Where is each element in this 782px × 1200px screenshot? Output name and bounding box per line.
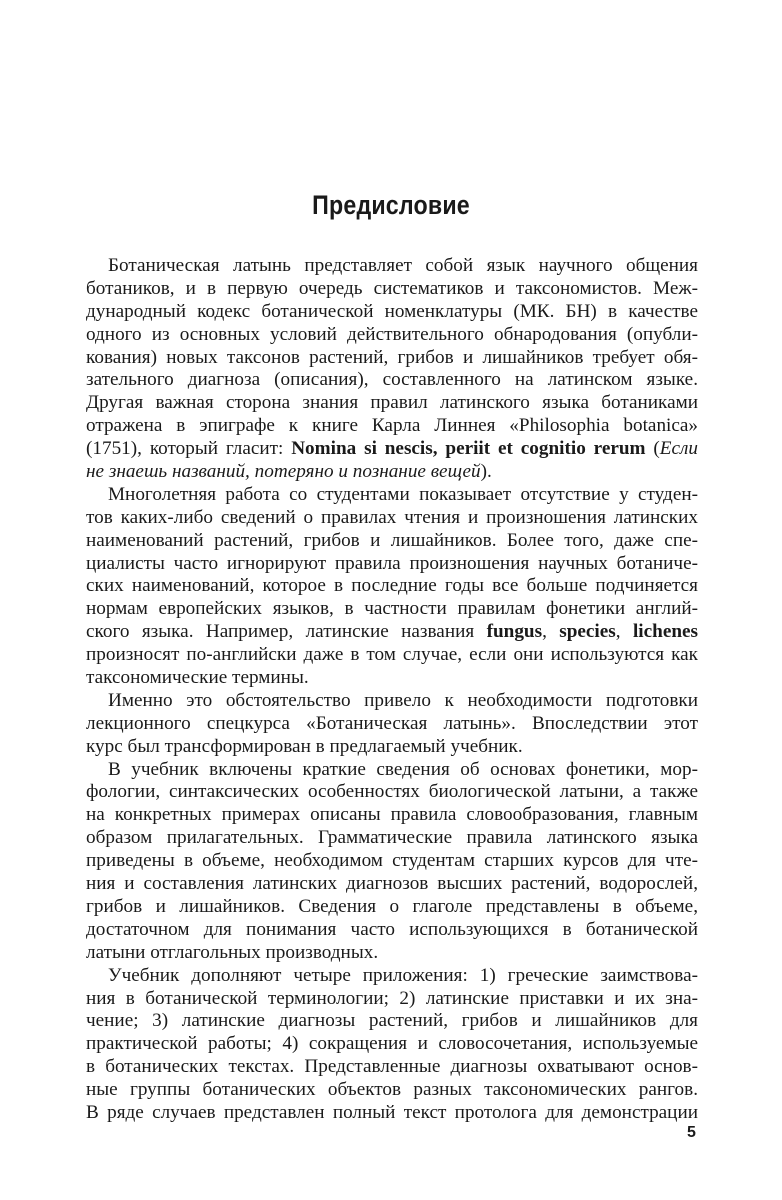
latin-term: fungus — [486, 621, 543, 643]
latin-epigraph: Nomina si nescis, periit et cognitio rerum — [291, 438, 646, 460]
paragraph-3 — [86, 690, 698, 759]
text-line: ные группы ботанических объектов разных таксономических рангов. — [86, 1079, 698, 1101]
text-line — [86, 438, 698, 461]
paragraph-5 — [86, 965, 698, 1125]
epigraph-translation: Если — [659, 438, 698, 460]
text-line: таксономические термины. — [86, 667, 309, 689]
text-segment: ). — [480, 461, 492, 483]
text-line: практической работы; 4) сокращения и словосочетания, используемые — [86, 1033, 698, 1055]
text-line — [86, 461, 698, 484]
text-line: Многолетняя работа со студентами показывает отсутствие у студен- — [108, 483, 698, 505]
text-line: произносят по-английски даже в том случае, если они используются как — [86, 644, 698, 666]
text-line: образом прилагательных. Грамматические правила латинского языка — [86, 827, 698, 849]
text-line: Другая важная сторона знания правил латинского языка ботаниками — [86, 392, 698, 414]
text-segment: (1751), который гласит: — [86, 438, 292, 460]
text-line: приведены в объеме, необходимом студентам старших курсов для чте- — [86, 850, 698, 872]
text-segment: , — [615, 621, 633, 643]
text-segment: , — [542, 621, 560, 643]
text-line: ния в ботанической терминологии; 2) латинские приставки и их зна- — [86, 987, 698, 1009]
page-title: Предисловие — [312, 190, 470, 220]
text-line: ских наименований, которое в последние годы все больше подчиняется — [86, 575, 698, 597]
latin-term: species — [559, 621, 616, 643]
latin-term: lichenes — [632, 621, 698, 643]
paragraph-1 — [86, 255, 698, 484]
text-line: курс был трансформирован в предлагаемый учебник. — [86, 735, 523, 757]
text-line: Ботаническая латынь представляет собой язык научного общения — [108, 255, 698, 276]
page-number: 5 — [687, 1124, 696, 1141]
text-line: Учебник дополняют четыре приложения: 1) греческие заимствова- — [108, 964, 698, 986]
text-line: зательного диагноза (описания), составленного на латинском языке. — [86, 369, 698, 391]
text-line: на конкретных примерах описаны правила словообразования, главным — [86, 804, 698, 826]
text-line: грибов и лишайников. Сведения о глаголе представлены в объеме, — [86, 895, 698, 917]
paragraph-2 — [86, 484, 698, 690]
text-line: отражена в эпиграфе к книге Карла Линнея «Philosophia botanica» — [86, 415, 698, 437]
text-line: чение; 3) латинские диагнозы растений, грибов и лишайников для — [86, 1010, 698, 1032]
text-line: ния и составления латинских диагнозов высших растений, водорослей, — [86, 873, 698, 895]
text-line: циалисты часто игнорируют правила произношения научных ботаниче- — [86, 552, 698, 574]
epigraph-translation: не знаешь названий, потеряно и познание вещей — [86, 461, 481, 483]
preface-text — [86, 255, 698, 1125]
text-line: тов каких-либо сведений о правилах чтения и произношения латинских — [86, 506, 698, 528]
paragraph-4 — [86, 759, 698, 965]
text-line: фологии, синтаксических особенностях биологической латыни, а также — [86, 781, 698, 803]
text-line: Именно это обстоятельство привело к необходимости подготовки — [108, 689, 698, 711]
text-line: в ботанических текстах. Представленные диагнозы охватывают основ- — [86, 1056, 698, 1078]
text-line: нормам европейских языков, в частности правилам фонетики англий- — [86, 598, 698, 620]
text-line: В ряде случаев представлен полный текст протолога для демонстрации — [86, 1101, 698, 1123]
text-line: достаточном для понимания часто использующихся в ботанической — [86, 918, 698, 940]
text-line: наименований растений, грибов и лишайников. Более того, даже спе- — [86, 529, 698, 551]
text-line: дународный кодекс ботанической номенклатуры (МК. БН) в качестве — [86, 300, 698, 322]
text-line: ботаников, и в первую очередь систематиков и таксономистов. Меж- — [86, 277, 698, 299]
text-line: лекционного спецкурса «Ботаническая латынь». Впоследствии этот — [86, 712, 698, 734]
text-line — [86, 621, 698, 644]
text-line: В учебник включены краткие сведения об основах фонетики, мор- — [108, 758, 698, 780]
text-line: кования) новых таксонов растений, грибов и лишайников требует обя- — [86, 346, 698, 368]
text-segment: ( — [645, 438, 660, 460]
text-line: одного из основных условий действительного обнародования (опубли- — [86, 323, 698, 345]
text-line: латыни отглагольных производных. — [86, 941, 379, 963]
text-segment: ского языка. Например, латинские названия — [86, 621, 487, 643]
